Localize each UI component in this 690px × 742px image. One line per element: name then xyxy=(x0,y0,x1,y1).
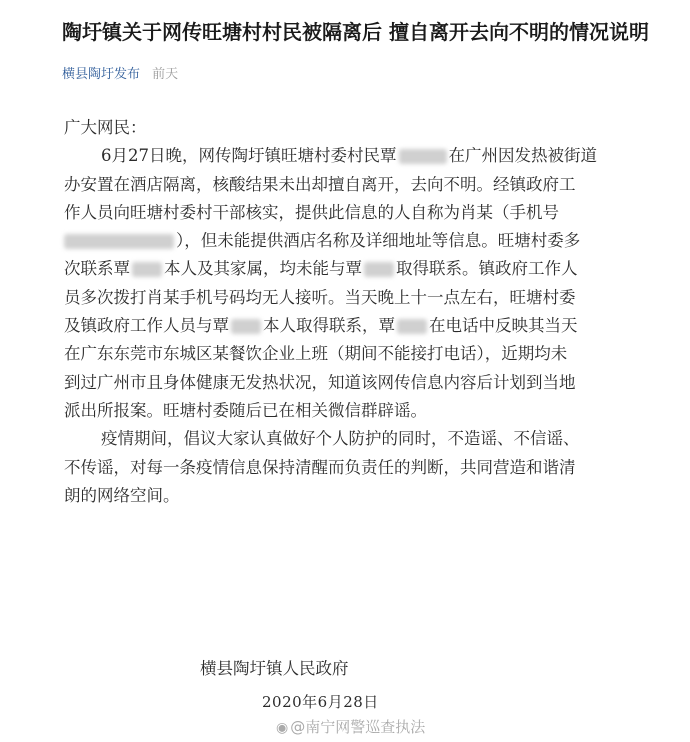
publish-time: 前天 xyxy=(152,67,179,82)
redacted-name xyxy=(364,262,394,277)
article-title: 陶圩镇关于网传旺塘村村民被隔离后 擅自离开去向不明的情况说明 xyxy=(62,20,649,44)
weibo-icon: ◉ xyxy=(276,720,289,736)
redacted-name xyxy=(399,149,447,164)
body-line: 到过广州市且身体健康无发热状况，知道该网传信息内容后计划到当地 xyxy=(64,372,576,392)
redacted-name xyxy=(397,319,427,334)
body-line: 办安置在酒店隔离，核酸结果未出却擅自离开，去向不明。经镇政府工 xyxy=(64,174,576,194)
watermark-text: @南宁网警巡查执法 xyxy=(290,718,426,736)
source-link[interactable]: 横县陶圩发布 xyxy=(62,67,141,82)
body-line: 不传谣，对每一条疫情信息保持清醒而负责任的判断，共同营造和谐清 xyxy=(64,457,576,477)
watermark xyxy=(276,716,425,737)
body-line: 及镇政府工作人员与覃 本人取得联系，覃 在电话中反映其当天 xyxy=(64,316,578,336)
redacted-name xyxy=(132,262,162,277)
redacted-name xyxy=(231,319,261,334)
body-line: 朗的网络空间。 xyxy=(64,485,180,505)
body-line: 派出所报案。旺塘村委随后已在相关微信群辟谣。 xyxy=(64,400,427,420)
article-body xyxy=(64,114,674,510)
salutation: 广大网民： xyxy=(64,118,147,137)
redacted-phone xyxy=(64,234,174,249)
body-line: 6月27日晚，网传陶圩镇旺塘村委村民覃 在广州因发热被街道 xyxy=(101,146,597,166)
body-line: 作人员向旺塘村委村干部核实，提供此信息的人自称为肖某（手机号 xyxy=(64,202,559,222)
body-line: 在广东东莞市东城区某餐饮企业上班（期间不能接打电话），近期均未 xyxy=(64,344,568,364)
signature-org: 横县陶圩镇人民政府 xyxy=(200,659,349,678)
body-line: 员多次拨打肖某手机号码均无人接听。当天晚上十一点左右，旺塘村委 xyxy=(64,287,576,307)
body-line: ），但未能提供酒店名称及详细地址等信息。旺塘村委多 xyxy=(64,227,674,255)
signature-date: 2020年6月28日 xyxy=(262,693,379,711)
body-line: 次联系覃 本人及其家属，均未能与覃 取得联系。镇政府工作人 xyxy=(64,259,578,279)
body-line: 疫情期间，倡议大家认真做好个人防护的同时，不造谣、不信谣、 xyxy=(101,429,580,449)
article-meta xyxy=(62,63,178,82)
